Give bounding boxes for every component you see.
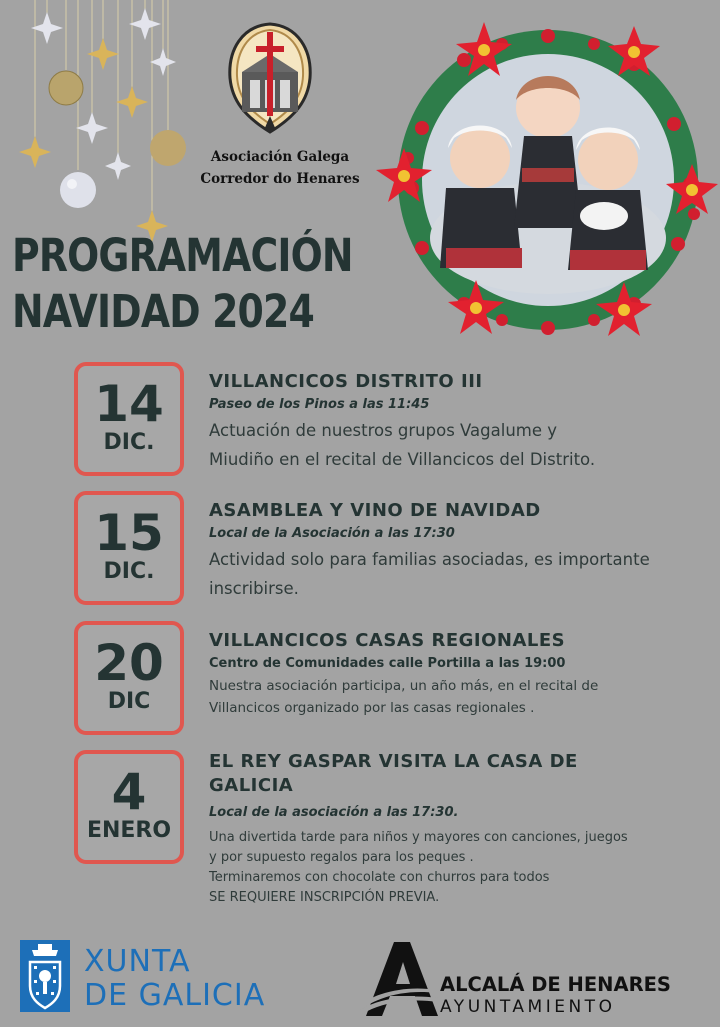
event-place: Centro de Comunidades calle Portilla a las 19:00 (209, 656, 566, 671)
event-month: DIC. (103, 430, 155, 455)
event-day: 20 (94, 634, 164, 692)
event-month: DIC (107, 689, 151, 714)
xunta-galicia-logotype (84, 945, 265, 1013)
event-day: 4 (111, 763, 147, 821)
event-month: DIC. (103, 559, 155, 584)
event-place: Local de la Asociación a las 17:30 (209, 526, 455, 541)
page-title (12, 228, 353, 340)
event-place: Local de la asociación a las 17:30. (209, 805, 459, 820)
xunta-galicia-shield-icon (20, 940, 70, 1012)
event-description-line: Actuación de nuestros grupos Vagalume y (209, 421, 558, 440)
title-line1: PROGRAMACIÓN (12, 229, 353, 282)
event-date-box (74, 491, 184, 605)
title-line2: NAVIDAD 2024 (12, 285, 314, 338)
association-name (190, 146, 370, 190)
event-month: ENERO (86, 818, 172, 843)
christmas-wreath-illustration (372, 8, 720, 348)
event-title-line: GALICIA (209, 775, 294, 796)
event-description-line: Terminaremos con chocolate con churros para todos (209, 870, 550, 885)
event-date-box (74, 362, 184, 476)
event-title-line: EL REY GASPAR VISITA LA CASA DE (209, 751, 578, 772)
event-place: Paseo de los Pinos a las 11:45 (209, 397, 430, 412)
event-description-line: y por supuesto regalos para los peques . (209, 850, 474, 865)
event-description-line: SE REQUIERE INSCRIPCIÓN PREVIA. (209, 890, 440, 905)
event-description-line: Miudiño en el recital de Villancicos del Distrito. (209, 450, 596, 469)
event-description-line: Una divertida tarde para niños y mayores con canciones, juegos (209, 830, 628, 845)
event-date-box (74, 750, 184, 864)
event-day: 15 (94, 504, 164, 562)
event-description-line: inscribirse. (209, 579, 299, 598)
xunta-line2: DE GALICIA (84, 978, 266, 1013)
event-description-line: Villancicos organizado por las casas regionales . (209, 700, 535, 716)
alcala-name: ALCALÁ DE HENARES (440, 973, 671, 996)
event-description-line: Nuestra asociación participa, un año más, en el recital de (209, 678, 599, 694)
event-title: VILLANCICOS DISTRITO III (209, 371, 483, 392)
event-date-box (74, 621, 184, 735)
event-title: VILLANCICOS CASAS REGIONALES (209, 630, 566, 651)
alcala-subtitle: AYUNTAMIENTO (440, 997, 616, 1017)
event-title: ASAMBLEA Y VINO DE NAVIDAD (209, 500, 541, 521)
xunta-line1: XUNTA (84, 944, 191, 979)
event-day: 14 (94, 375, 164, 433)
event-description-line: Actividad solo para familias asociadas, es importante (209, 550, 650, 569)
association-shell-logo (222, 20, 318, 138)
association-name-line2: Corredor do Henares (200, 171, 360, 187)
alcala-a-logo-icon (360, 940, 440, 1018)
christmas-ornaments-decoration (0, 0, 200, 250)
association-name-line1: Asociación Galega (210, 149, 350, 165)
